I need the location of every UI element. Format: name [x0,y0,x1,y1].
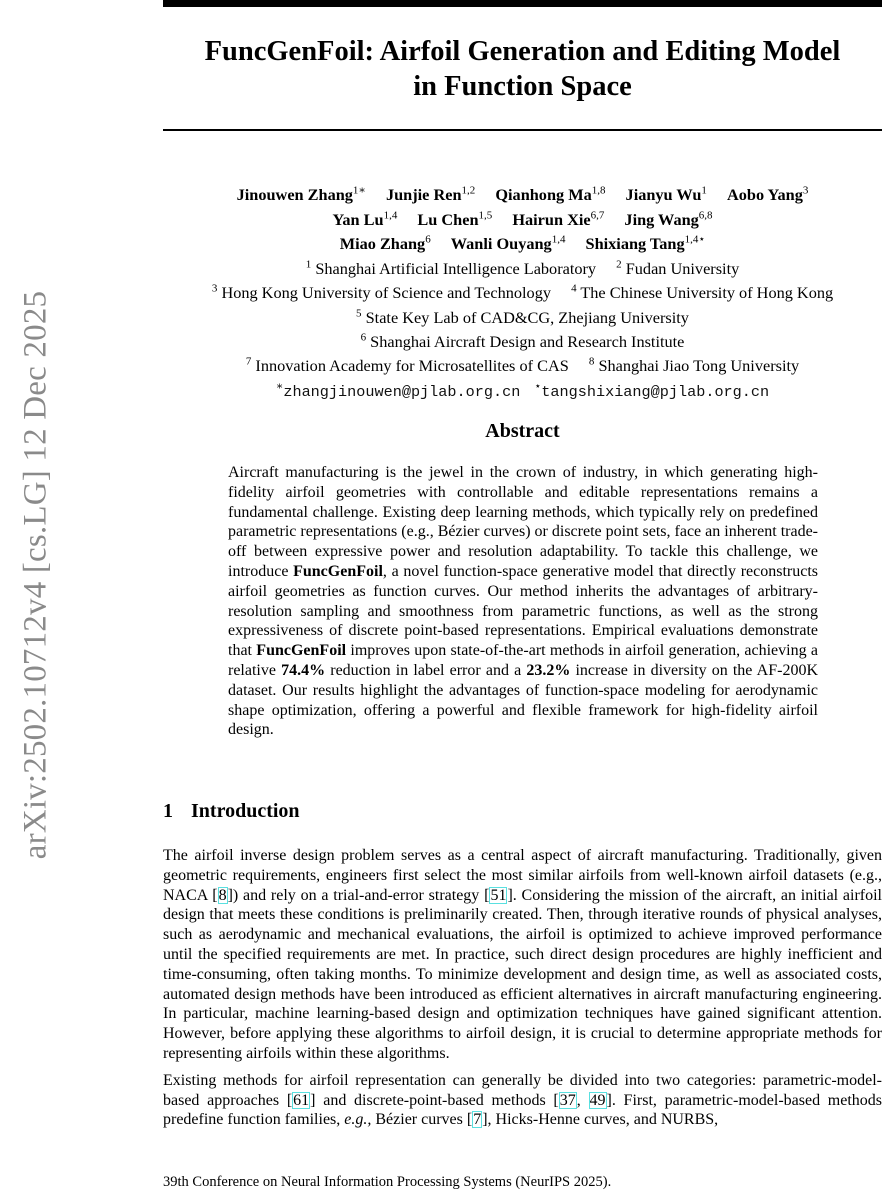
arxiv-identifier: arXiv:2502.10712v4 [cs.LG] 12 Dec 2025 [17,290,54,860]
affiliation-line-4 [163,328,882,352]
author: Miao Zhang$^6$ [339,233,431,254]
title-top-rule [163,0,882,7]
intro-paragraph-2: Existing methods for airfoil representation can generally be divided into two categories: parametric-model-based approaches [61] and discrete-point-based methods [37, 49]. First, parametric-model-based methods predefine function families, e.g., Bézier curves [7], Hicks-Henne curves, and NURBS, [163,1071,882,1129]
citation-link[interactable]: 51 [490,886,507,904]
abstract-heading: Abstract [485,420,560,442]
affiliation-line-3 [163,303,882,327]
title-bottom-rule [163,129,882,131]
author: Junjie Ren$^{1,2}$ [385,185,476,205]
affiliation: $^3$ Hong Kong University of Science and Technology [211,282,551,303]
section-title: Introduction [191,800,300,822]
author-line-2 [163,205,882,229]
affiliation-line-5 [163,352,882,376]
author: Jianyu Wu$^1$ [625,185,707,205]
citation-link[interactable]: 49 [589,1091,606,1109]
citation-link[interactable]: 61 [293,1091,310,1109]
conference-footer: 39th Conference on Neural Information Processing Systems (NeurIPS 2025). [163,1174,612,1190]
author-line-1 [163,181,882,205]
affiliation: $^8$ Shanghai Jiao Tong University [588,355,800,376]
arxiv-sidebar [0,0,70,1200]
affiliation: $^5$ State Key Lab of CAD&CG, Zhejiang University [356,307,689,327]
introduction-body [163,846,882,1137]
author-block [163,181,882,403]
author: Aobo Yang$^3$ [727,185,809,205]
author-line-3 [163,230,882,254]
paper-title [163,34,882,104]
email-line [163,376,882,402]
author: Lu Chen$^{1,5}$ [417,209,493,229]
abstract-text: Aircraft manufacturing is the jewel in the crown of industry, in which generating high-fidelity airfoil geometries with controllable and editable representations remains a fundamental challenge. Existing deep learning methods, which typically rely on predefined parametric representations (e.g., Bézier curves) or discrete point sets, face an inherent trade-off between expressive power and resolution adaptability. To tackle this challenge, we introduce FuncGenFoil, a novel function-space generative model that directly reconstructs airfoil geometries as function curves. Our method inherits the advantages of arbitrary-resolution sampling and smoothness from parametric functions, as well as the strong expressiveness of discrete point-based representations. Empirical evaluations demonstrate that FuncGenFoil improves upon state-of-the-art methods in airfoil generation, achieving a relative 74.4% reduction in label error and a 23.2% increase in diversity on the AF-200K dataset. Our results highlight the advantages of function-space modeling for aerodynamic shape optimization, offering a powerful and flexible framework for high-fidelity airfoil design. [228,464,819,739]
citation-link[interactable]: 8 [218,886,227,904]
author: Shixiang Tang$^{1,4⋆}$ [585,233,706,254]
author: Jing Wang$^{6,8}$ [624,209,713,229]
author: Jinouwen Zhang$^{1∗}$ [236,185,366,205]
author: Hairun Xie$^{6,7}$ [512,209,605,229]
affiliation-line-1 [163,254,882,278]
author: Wanli Ouyang$^{1,4}$ [450,233,566,254]
author: Yan Lu$^{1,4}$ [332,209,398,229]
intro-paragraph-1: The airfoil inverse design problem serves as a central aspect of aircraft manufacturing. Traditionally, given geometric requirements, engineers first select the most similar airfoils from well-known airfoil datasets (e.g., NACA [8]) and rely on a trial-and-error strategy [51]. Considering the mission of the aircraft, an initial airfoil design that meets these conditions is preliminarily created. Then, through iterative rounds of physical analyses, such as aerodynamic and mechanical evaluations, the airfoil is optimized to achieve improved performance until the specified requirements are met. In practice, such direct design procedures are highly inefficient and time-consuming, often taking months. To minimize development and design time, as well as associated costs, automated design methods have been introduced as efficient alternatives in aircraft manufacturing engineering. In particular, machine learning-based design and optimization techniques have gained significant attention. However, before applying these algorithms to airfoil design, it is crucial to determine appropriate methods for representing airfoils within these algorithms. [163,847,882,1062]
section-heading-introduction [163,800,300,823]
affiliation: $^6$ Shanghai Aircraft Design and Research Institute [360,331,685,351]
affiliation: $^1$ Shanghai Artificial Intelligence Laboratory [305,258,597,278]
citation-link[interactable]: 37 [559,1091,576,1109]
affiliation-line-2 [163,279,882,303]
affiliation: $^2$ Fudan University [616,258,740,278]
section-number: 1 [163,800,173,822]
paper-title-line-1: FuncGenFoil: Airfoil Generation and Editing Model [204,36,841,67]
paper-title-line-2: in Function Space [413,71,632,102]
author: Qianhong Ma$^{1,8}$ [495,185,606,205]
citation-link[interactable]: 7 [473,1111,482,1129]
affiliation: $^4$ The Chinese University of Hong Kong [571,282,834,303]
email-address[interactable]: ∗zhangjinouwen@pjlab.org.cn [275,380,521,401]
email-address[interactable]: ⋆tangshixiang@pjlab.org.cn [534,380,770,401]
affiliation: $^7$ Innovation Academy for Microsatellites of CAS [245,355,569,376]
